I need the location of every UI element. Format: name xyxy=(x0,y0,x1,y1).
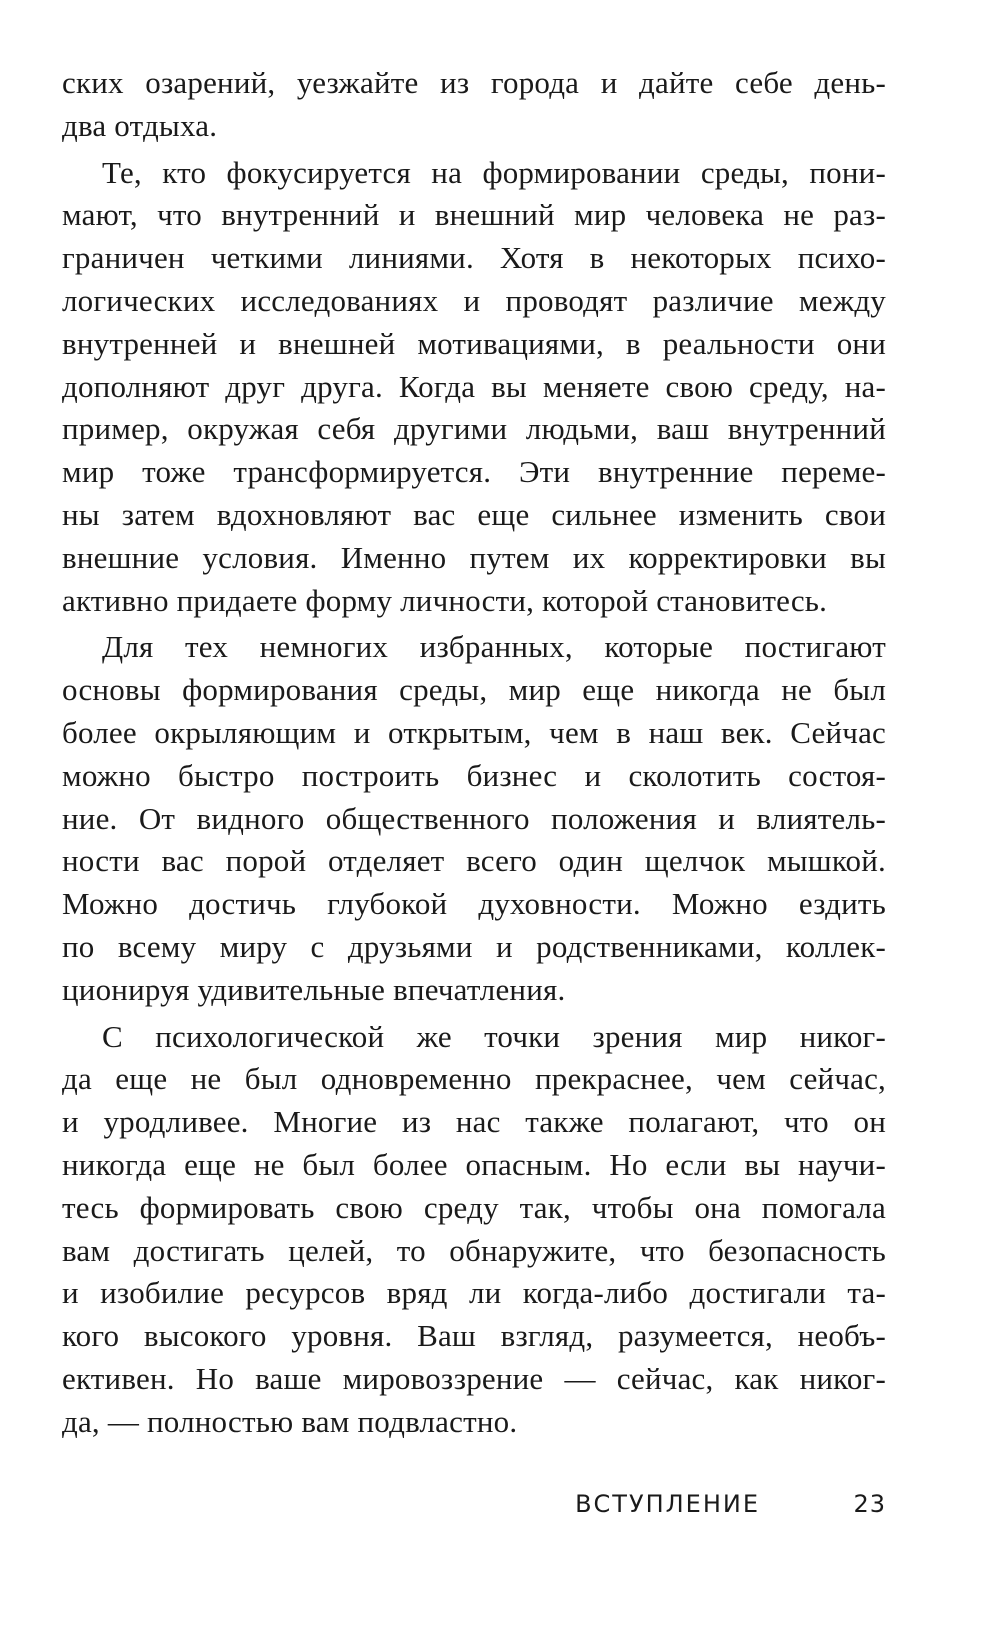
page-number: 23 xyxy=(853,1490,886,1518)
text-line: мир тоже трансформируется. Эти внутренние переме- xyxy=(62,454,886,490)
text-line: ционируя удивительные впечатления. xyxy=(62,971,566,1007)
text-line: кого высокого уровня. Ваш взгляд, разумеется, необъ- xyxy=(62,1318,886,1354)
text-line: активно придаете форму личности, которой становитесь. xyxy=(62,582,828,618)
paragraph-3 xyxy=(62,626,886,1011)
text-line: вам достигать целей, то обнаружите, что безопасность xyxy=(62,1232,886,1268)
text-line: да еще не был одновременно прекраснее, чем сейчас, xyxy=(62,1061,886,1097)
text-line: Можно достичь глубокой духовности. Можно ездить xyxy=(62,886,886,922)
text-line: никогда еще не был более опасным. Но если вы научи- xyxy=(62,1146,886,1182)
text-line: граничен четкими линиями. Хотя в некоторых психо- xyxy=(62,240,886,276)
paragraph-4 xyxy=(62,1016,886,1444)
text-line: ности вас порой отделяет всего один щелчок мышкой. xyxy=(62,843,886,879)
text-line: внутренней и внешней мотивациями, в реальности они xyxy=(62,325,886,361)
text-line: да, — полностью вам подвластно. xyxy=(62,1403,518,1439)
text-line: тесь формировать свою среду так, чтобы она помогала xyxy=(62,1189,886,1225)
text-line: Для тех немногих избранных, которые постигают xyxy=(102,629,886,665)
text-line: логических исследованиях и проводят различие между xyxy=(62,282,886,318)
text-line: Те, кто фокусируется на формировании среды, пони- xyxy=(102,154,886,190)
running-head: ВСТУПЛЕНИЕ xyxy=(575,1490,760,1518)
text-line: ективен. Но ваше мировоззрение — сейчас, как никог- xyxy=(62,1360,886,1396)
text-line: по всему миру с друзьями и родственниками, коллек- xyxy=(62,928,886,964)
page-footer xyxy=(62,1490,886,1530)
text-line: ских озарений, уезжайте из города и дайте себе день- xyxy=(62,65,886,100)
text-line: ние. От видного общественного положения и влиятель- xyxy=(62,800,886,836)
paragraph-2 xyxy=(62,152,886,623)
text-line: основы формирования среды, мир еще никогда не был xyxy=(62,672,886,708)
text-line: пример, окружая себя другими людьми, ваш внутренний xyxy=(62,411,886,447)
text-line: более окрыляющим и открытым, чем в наш век. Сейчас xyxy=(62,714,886,750)
text-line: внешние условия. Именно путем их корректировки вы xyxy=(62,539,886,575)
text-line: и изобилие ресурсов вряд ли когда-либо достигали та- xyxy=(62,1275,886,1311)
text-line: два отдыха. xyxy=(62,107,218,143)
paragraph-1 xyxy=(62,62,886,148)
text-line: ны затем вдохновляют вас еще сильнее изменить свои xyxy=(62,496,886,532)
page-body xyxy=(62,62,886,1444)
text-line: и уродливее. Многие из нас также полагают, что он xyxy=(62,1104,886,1140)
text-line: можно быстро построить бизнес и сколотить состоя- xyxy=(62,757,886,793)
text-line: дополняют друг друга. Когда вы меняете свою среду, на- xyxy=(62,368,886,404)
text-line: С психологической же точки зрения мир никог- xyxy=(102,1018,886,1054)
text-line: мают, что внутренний и внешний мир человека не раз- xyxy=(62,197,886,233)
